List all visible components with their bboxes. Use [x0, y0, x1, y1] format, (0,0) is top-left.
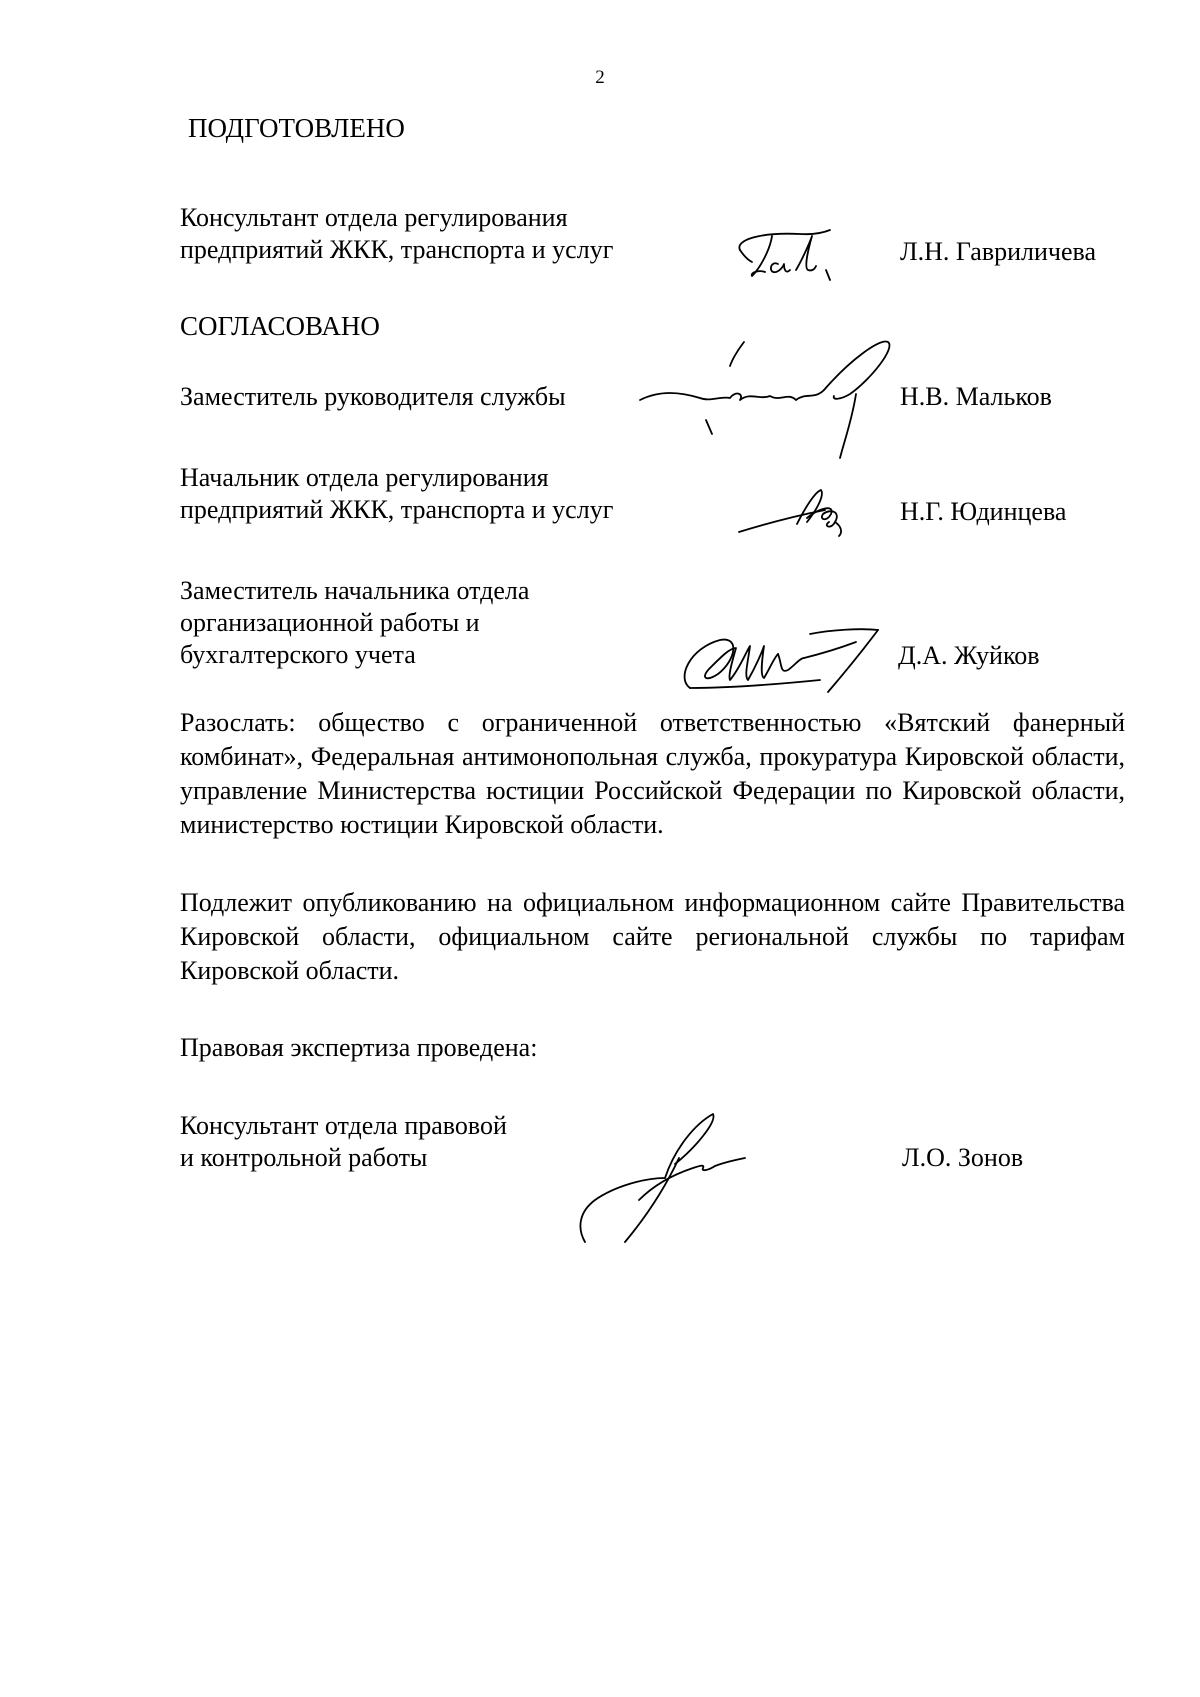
- page-number: 2: [595, 67, 605, 88]
- prepared-position-line: Консультант отдела регулирования: [180, 203, 568, 232]
- legal-review-position: [180, 1110, 507, 1174]
- legal-review-heading: Правовая экспертиза проведена:: [180, 1033, 538, 1062]
- agreed-position-line: бухгалтерского учета: [180, 640, 416, 669]
- agreed-position-line: Заместитель начальника отдела: [180, 576, 530, 605]
- agreed-name-1: Н.В. Мальков: [900, 382, 1052, 411]
- distribution-text: Разослать: общество с ограниченной ответственностью «Вятский фанерный комбинат», Федеральная антимонопольная служба, прокуратура Кировской области, управление Министерства юстиции Российской Федерации по Кировской области, министерство юстиции Кировской области.: [180, 708, 1125, 839]
- signature-malkov: [620, 330, 930, 470]
- agreed-position-line: организационной работы и: [180, 608, 480, 637]
- agreed-position-line: Заместитель руководителя службы: [180, 382, 566, 411]
- prepared-position-line: предприятий ЖКК, транспорта и услуг: [180, 235, 614, 264]
- agreed-position-3: [180, 575, 529, 671]
- publication-text: Подлежит опубликованию на официальном информационном сайте Правительства Кировской области, официальном сайте региональной службы по тарифам Кировской области.: [180, 888, 1125, 985]
- legal-review-position-line: Консультант отдела правовой: [180, 1111, 507, 1140]
- prepared-position: [180, 202, 613, 266]
- agreed-name-3: Д.А. Жуйков: [898, 641, 1040, 670]
- signature-yudintseva: [735, 478, 855, 538]
- agreed-position-2: [180, 462, 613, 526]
- agreed-position-1: [180, 381, 566, 413]
- agreed-position-line: Начальник отдела регулирования: [180, 463, 549, 492]
- agreed-position-line: предприятий ЖКК, транспорта и услуг: [180, 495, 614, 524]
- prepared-heading: ПОДГОТОВЛЕНО: [188, 113, 405, 143]
- legal-review-name: Л.О. Зонов: [902, 1143, 1024, 1172]
- legal-review-position-line: и контрольной работы: [180, 1143, 428, 1172]
- signature-gavrilicheva: [730, 220, 860, 288]
- agreed-heading: СОГЛАСОВАНО: [180, 311, 380, 341]
- signature-zonov: [575, 1108, 775, 1248]
- agreed-name-2: Н.Г. Юдинцева: [900, 497, 1067, 526]
- signature-zhuikov: [670, 618, 910, 702]
- prepared-name: Л.Н. Гавриличева: [900, 237, 1097, 266]
